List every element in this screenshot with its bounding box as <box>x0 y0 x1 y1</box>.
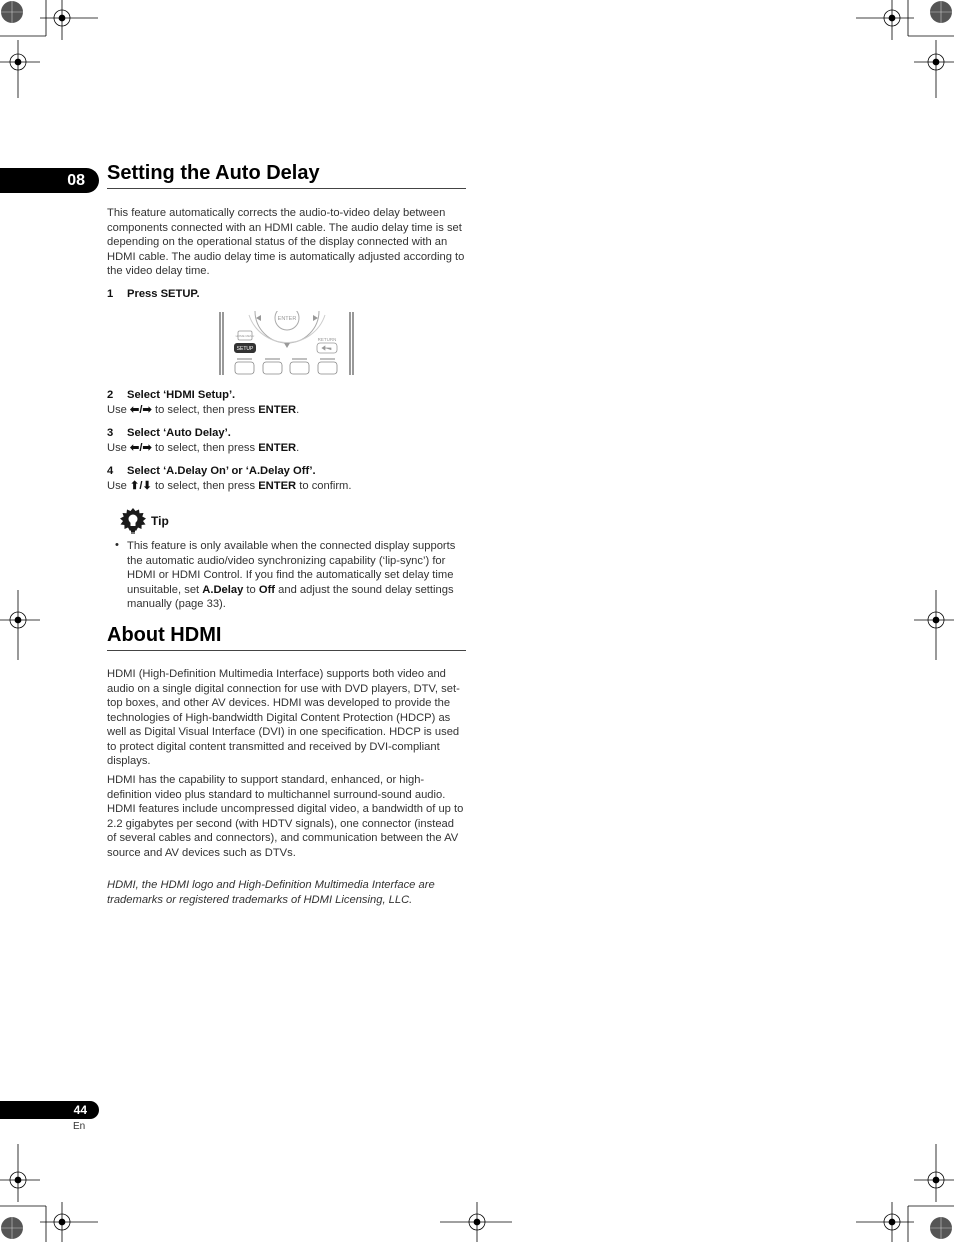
step-instruction: to select, then press <box>154 442 256 454</box>
arrow-down-icon <box>284 343 290 348</box>
step-number: 3 <box>107 427 114 439</box>
left-right-arrows-icon: ⬅/➡ <box>130 442 152 454</box>
tip-off-term: Off <box>258 583 276 596</box>
step-instruction-end: . <box>296 404 300 416</box>
return-label: RETURN <box>317 337 337 342</box>
tip-adelay-term: A.Delay <box>202 583 244 596</box>
function-button <box>290 362 309 374</box>
tip-text-a: This feature is only available when the connected display supports the automatic audio/video synchronizing capability (‘lip-sync’) for HDMI or HDMI Control. If you find the automatically set delay time unsuitable, set <box>127 540 456 596</box>
chapter-tab: 08 <box>0 168 99 193</box>
step-instruction: to select, then press <box>154 404 256 416</box>
step-title: Select ‘A.Delay On’ or ‘A.Delay Off’. <box>127 465 316 477</box>
hdmi-paragraph-1: HDMI (High-Definition Multimedia Interface) supports both video and audio on a single digital connection for use with DVD players, DTV, set-top boxes, and other AV devices. HDMI was developed to provide the technologies of High-bandwidth Digital Content Protection (HDCP) as well as Digital Visual Interface (DVI) in one specification. HDCP is used to protect digital content transmitted and received by DVI-compliant displays. <box>107 668 460 767</box>
step-1 <box>107 287 467 302</box>
tip-bullet: • <box>115 539 119 551</box>
enter-key-label: ENTER <box>258 404 297 416</box>
step-2 <box>107 388 467 418</box>
step-4 <box>107 464 467 494</box>
step-title: Press SETUP. <box>127 288 200 300</box>
tip-text <box>127 539 467 612</box>
section-title-about-hdmi: About HDMI <box>107 624 466 651</box>
tip-label: Tip <box>151 514 169 528</box>
left-right-arrows-icon: ⬅/➡ <box>130 404 152 416</box>
auto-delay-intro: This feature automatically corrects the audio-to-video delay between components connected with an HDMI cable. The audio delay time is set depending on the operational status of the display connected with an HDMI cable. The audio delay time is automatically adjusted according to the video delay time. <box>107 207 465 277</box>
step-3 <box>107 426 467 456</box>
home-menu-label: HOME MENU <box>235 334 255 338</box>
page-number: 44 <box>0 1101 99 1119</box>
function-button <box>235 362 254 374</box>
tip-lightbulb-icon <box>119 508 147 536</box>
remote-control-illustration <box>219 311 355 377</box>
step-instruction-end: . <box>296 442 300 454</box>
step-title: Select ‘HDMI Setup’. <box>127 389 236 401</box>
step-number: 2 <box>107 389 114 401</box>
setup-label: SETUP <box>236 346 254 352</box>
step-instruction-use: Use <box>107 480 127 492</box>
tip-text-c: and adjust the sound delay settings manually (page 33). <box>127 583 454 610</box>
step-instruction: to select, then press <box>154 480 256 492</box>
enter-key-label: ENTER <box>258 480 297 492</box>
hdmi-paragraph-2: HDMI has the capability to support standard, enhanced, or high-definition video plus standard to multichannel surround-sound audio. HDMI features include uncompressed digital video, a bandwidth of up to 2.2 gigabytes per second (with HDTV signals), one connector (instead of several cables and connectors), and communication between the AV source and AV devices such as DTVs. <box>107 774 464 859</box>
function-button <box>263 362 282 374</box>
up-down-arrows-icon: ⬆/⬇ <box>130 480 152 492</box>
step-number: 4 <box>107 465 114 477</box>
enter-label: ENTER <box>277 316 297 322</box>
tip-text-b: to <box>246 583 256 596</box>
step-instruction-use: Use <box>107 404 127 416</box>
section-title-auto-delay: Setting the Auto Delay <box>107 162 466 189</box>
step-instruction-end: to confirm. <box>299 480 352 492</box>
function-button <box>318 362 337 374</box>
enter-key-label: ENTER <box>258 442 297 454</box>
step-title: Select ‘Auto Delay’. <box>127 427 231 439</box>
step-number: 1 <box>107 288 114 300</box>
step-instruction-use: Use <box>107 442 127 454</box>
language-label: En <box>73 1121 86 1132</box>
hdmi-trademark-notice: HDMI, the HDMI logo and High-Definition Multimedia Interface are trademarks or registered trademarks of HDMI Licensing, LLC. <box>107 879 435 906</box>
